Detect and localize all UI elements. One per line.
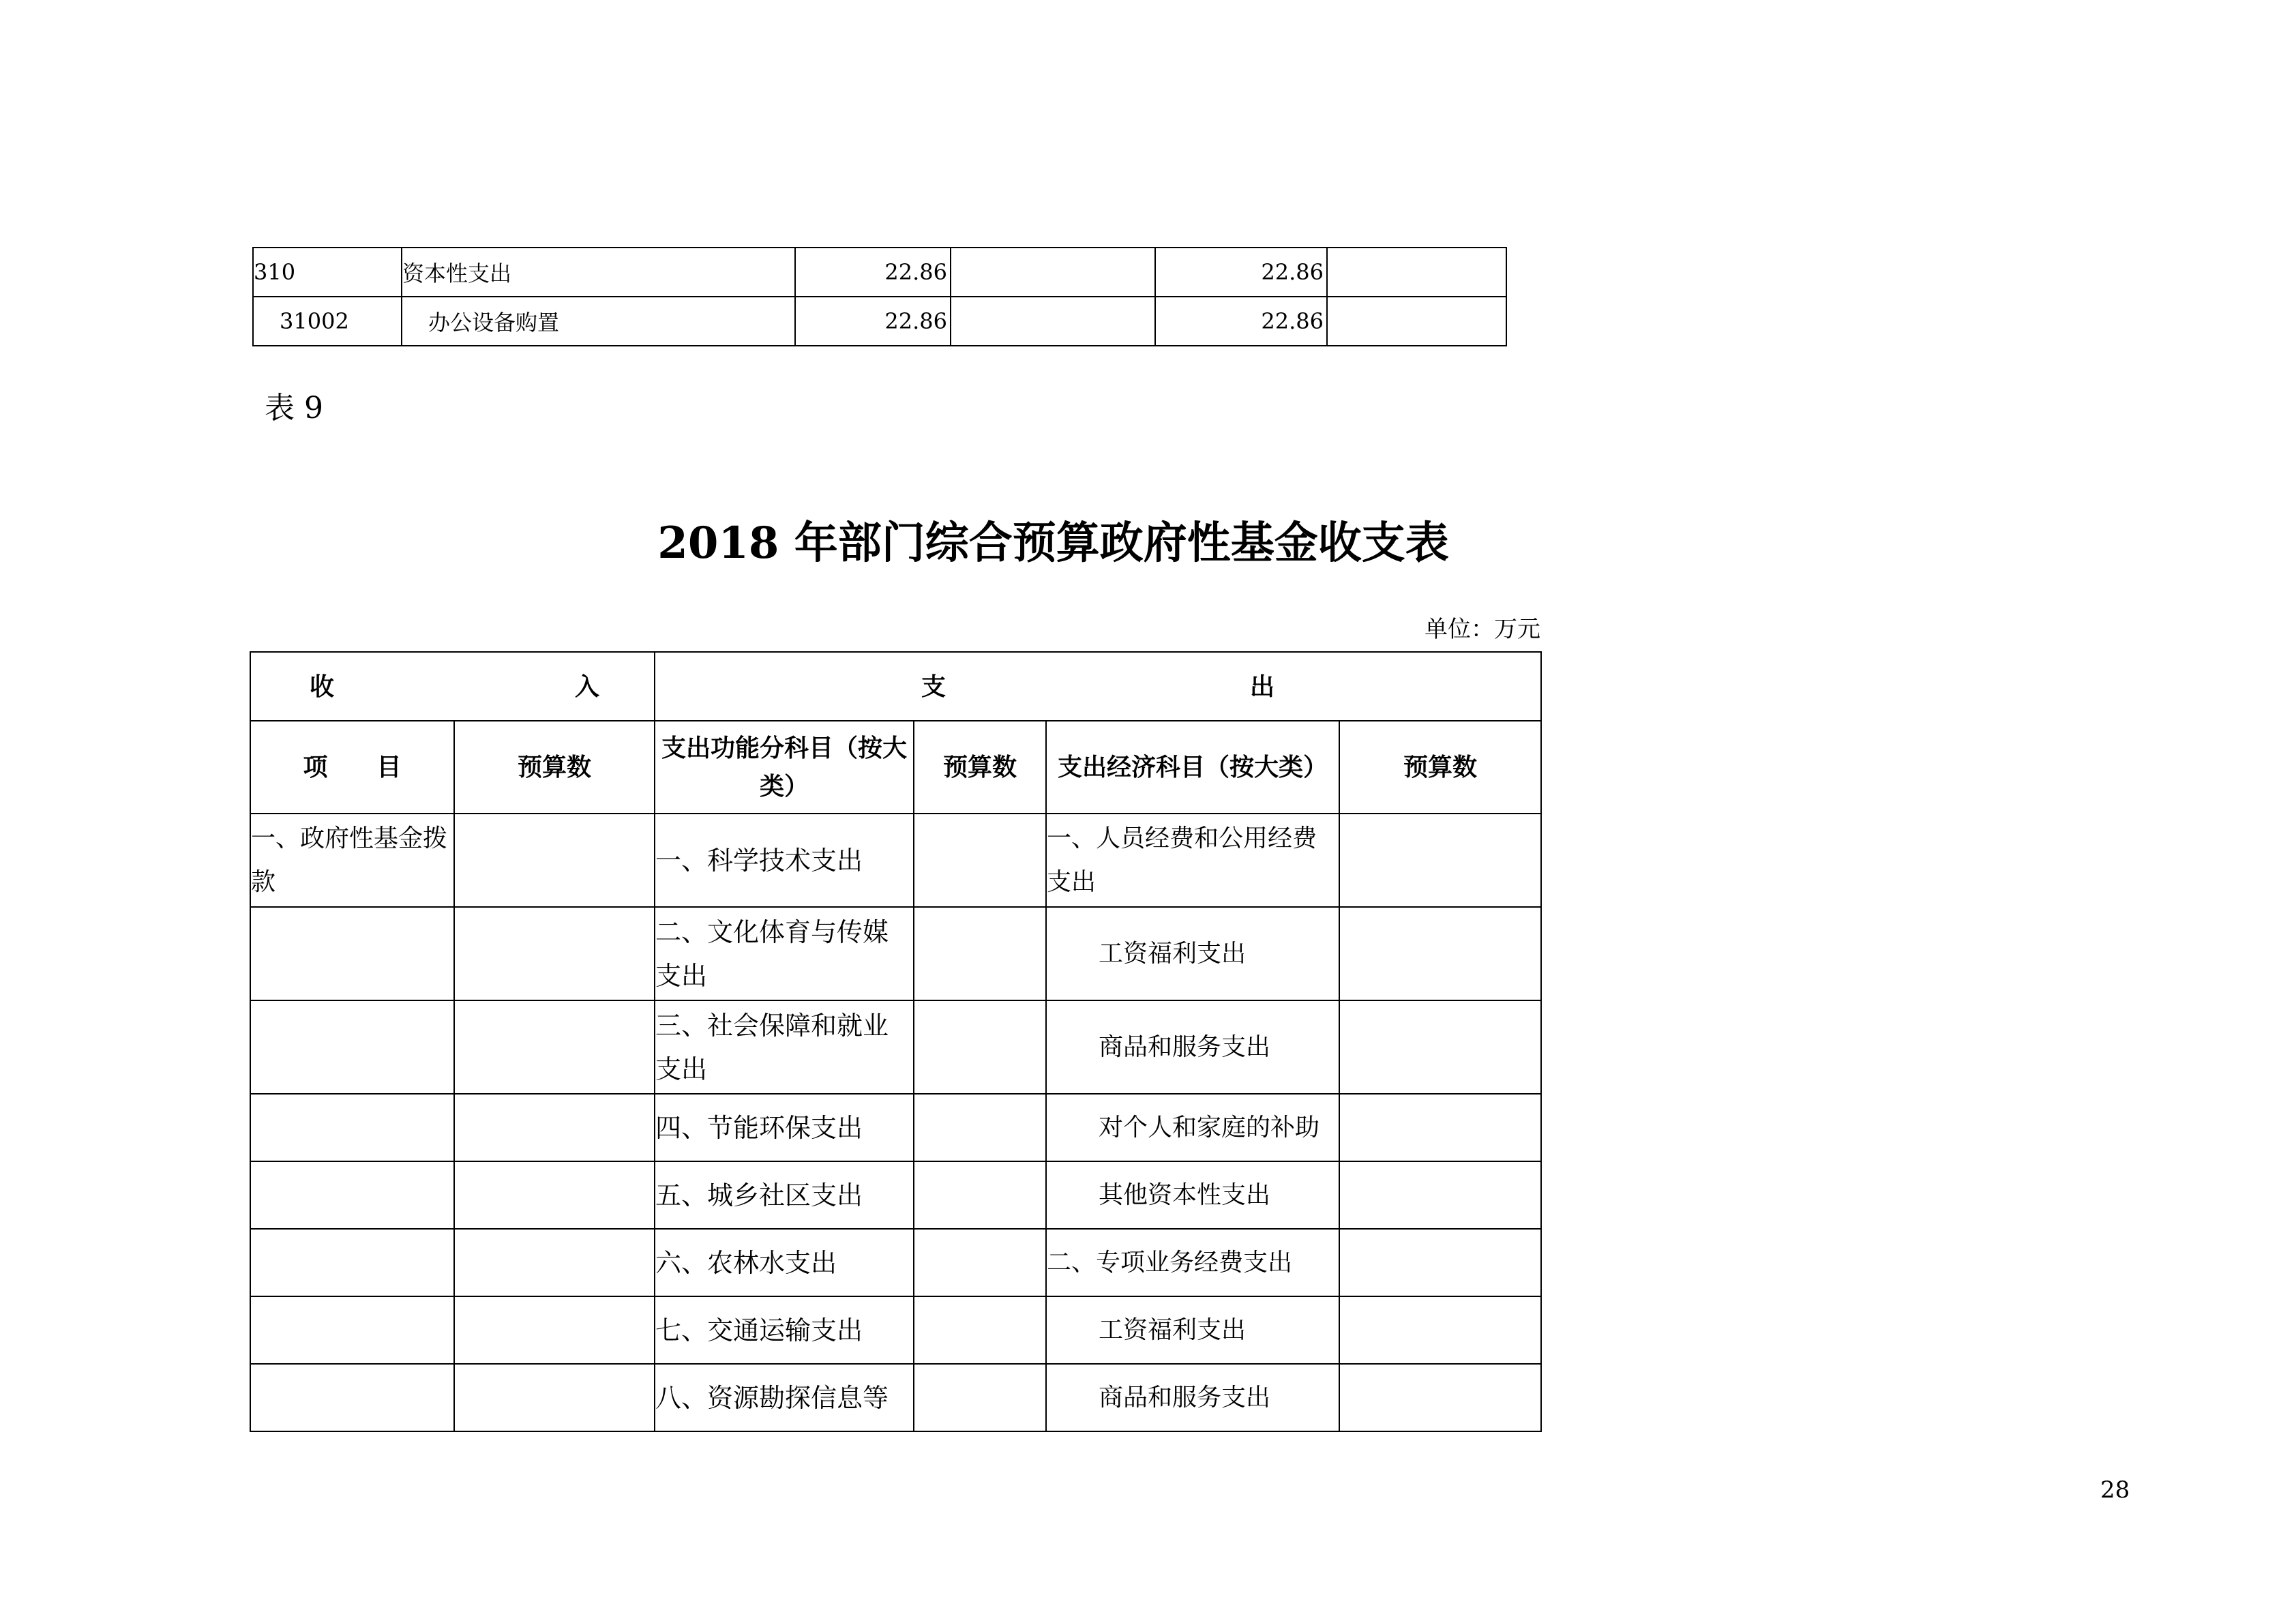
budget-cell <box>454 1364 655 1431</box>
budget-cell <box>1339 1296 1541 1364</box>
income-header-char-1: 收 <box>310 672 335 701</box>
function-cell: 八、资源勘探信息等 <box>655 1364 914 1431</box>
item-cell <box>250 1229 454 1296</box>
table-row <box>250 1094 1541 1161</box>
budget-cell <box>1339 907 1541 1000</box>
budget-cell <box>454 1296 655 1364</box>
name-cell: 资本性支出 <box>402 248 795 297</box>
unit-label: 单位：万元 <box>1425 616 1540 643</box>
budget-cell <box>454 907 655 1000</box>
budget-cell <box>1339 1161 1541 1229</box>
value-cell: 22.86 <box>1155 248 1327 297</box>
economic-cell: 二、专项业务经费支出 <box>1046 1229 1339 1296</box>
col-header-budget: 预算数 <box>914 721 1046 814</box>
code-cell: 31002 <box>253 297 402 346</box>
name-cell: 办公设备购置 <box>402 297 795 346</box>
page-number: 28 <box>2100 1476 2130 1504</box>
page-title: 2018 年部门综合预算政府性基金收支表 <box>657 518 1449 569</box>
budget-cell <box>454 814 655 907</box>
table-label: 表 9 <box>265 391 323 426</box>
col-header-economic: 支出经济科目（按大类） <box>1046 721 1339 814</box>
economic-cell: 其他资本性支出 <box>1046 1161 1339 1229</box>
function-cell: 三、社会保障和就业支出 <box>655 1000 914 1094</box>
budget-cell <box>914 907 1046 1000</box>
table-row <box>250 907 1541 1000</box>
budget-cell <box>914 1000 1046 1094</box>
income-header <box>250 652 655 721</box>
table-row <box>250 1161 1541 1229</box>
economic-cell: 商品和服务支出 <box>1046 1364 1339 1431</box>
fund-budget-table <box>250 651 1542 1432</box>
value-cell: 22.86 <box>795 248 951 297</box>
budget-cell <box>914 1296 1046 1364</box>
table-column-header-row <box>250 721 1541 814</box>
table-row <box>250 1364 1541 1431</box>
budget-cell <box>1339 814 1541 907</box>
value-cell <box>1327 297 1506 346</box>
budget-cell <box>1339 1364 1541 1431</box>
function-cell: 七、交通运输支出 <box>655 1296 914 1364</box>
table-row <box>250 1296 1541 1364</box>
expense-header-char-1: 支 <box>921 672 946 701</box>
value-cell: 22.86 <box>1155 297 1327 346</box>
economic-cell: 工资福利支出 <box>1046 907 1339 1000</box>
table-row <box>250 814 1541 907</box>
budget-cell <box>1339 1229 1541 1296</box>
col-header-budget: 预算数 <box>1339 721 1541 814</box>
economic-cell: 对个人和家庭的补助 <box>1046 1094 1339 1161</box>
table-header-row <box>250 652 1541 721</box>
item-cell <box>250 1000 454 1094</box>
col-header-function: 支出功能分科目（按大类） <box>655 721 914 814</box>
budget-cell <box>914 1161 1046 1229</box>
budget-cell <box>1339 1094 1541 1161</box>
table-row <box>250 1000 1541 1094</box>
value-cell: 22.86 <box>795 297 951 346</box>
continuation-table <box>252 247 1507 346</box>
budget-cell <box>454 1161 655 1229</box>
item-cell <box>250 907 454 1000</box>
item-cell <box>250 1296 454 1364</box>
col-header-item: 项 目 <box>250 721 454 814</box>
table-row <box>250 1229 1541 1296</box>
value-cell <box>1327 248 1506 297</box>
budget-cell <box>914 1364 1046 1431</box>
function-cell: 六、农林水支出 <box>655 1229 914 1296</box>
item-cell: 一、政府性基金拨款 <box>250 814 454 907</box>
item-cell <box>250 1364 454 1431</box>
income-header-char-2: 入 <box>574 672 599 701</box>
table-row <box>253 297 1506 346</box>
item-cell <box>250 1094 454 1161</box>
value-cell <box>951 248 1155 297</box>
table-row <box>253 248 1506 297</box>
budget-cell <box>914 1094 1046 1161</box>
economic-cell: 工资福利支出 <box>1046 1296 1339 1364</box>
function-cell: 二、文化体育与传媒支出 <box>655 907 914 1000</box>
economic-cell: 商品和服务支出 <box>1046 1000 1339 1094</box>
budget-cell <box>914 1229 1046 1296</box>
budget-cell <box>454 1094 655 1161</box>
expense-header <box>655 652 1541 721</box>
function-cell: 四、节能环保支出 <box>655 1094 914 1161</box>
title-wrapper <box>0 508 2296 571</box>
function-cell: 一、科学技术支出 <box>655 814 914 907</box>
economic-cell: 一、人员经费和公用经费支出 <box>1046 814 1339 907</box>
item-cell <box>250 1161 454 1229</box>
budget-cell <box>454 1229 655 1296</box>
col-header-budget: 预算数 <box>454 721 655 814</box>
function-cell: 五、城乡社区支出 <box>655 1161 914 1229</box>
budget-cell <box>454 1000 655 1094</box>
expense-header-char-2: 出 <box>1250 672 1275 701</box>
code-cell: 310 <box>253 248 402 297</box>
budget-cell <box>914 814 1046 907</box>
budget-cell <box>1339 1000 1541 1094</box>
value-cell <box>951 297 1155 346</box>
